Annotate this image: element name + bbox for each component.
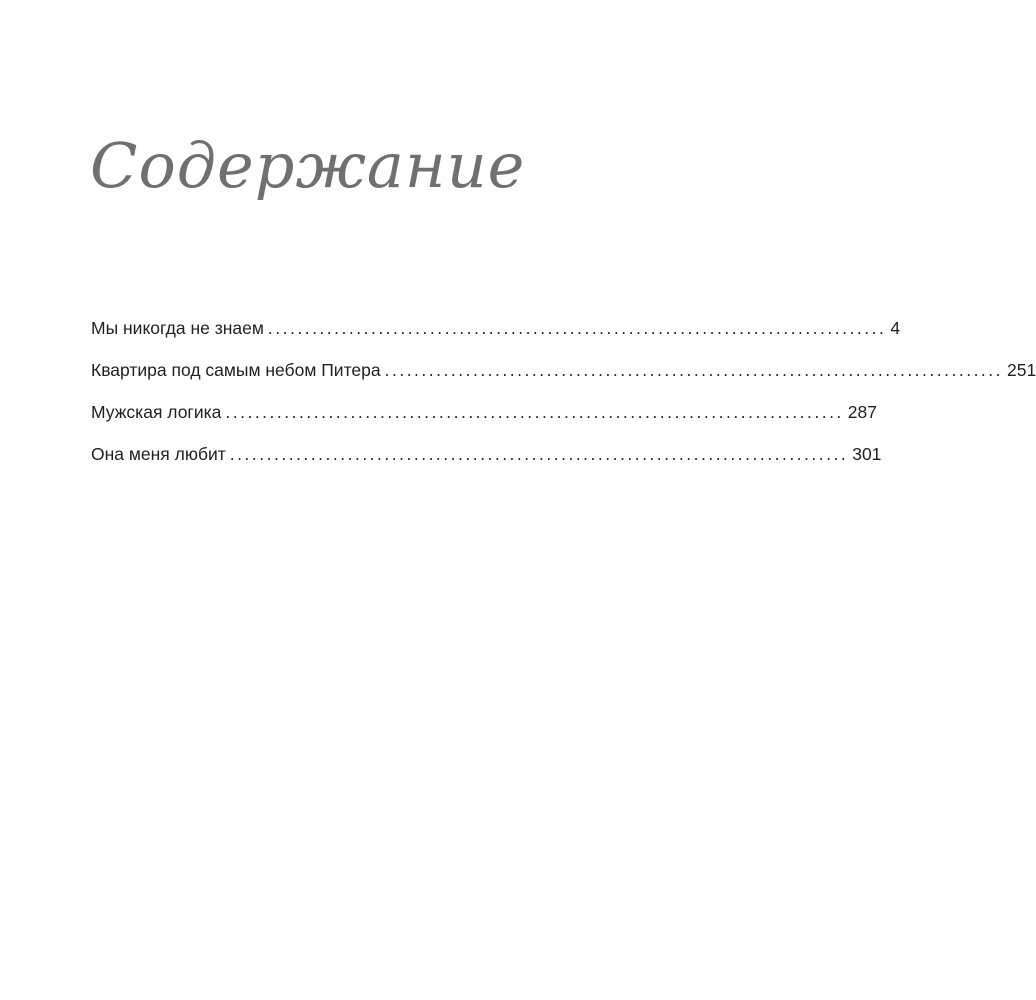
toc-entry-title: Она меня любит (91, 444, 226, 464)
toc-entry-title: Мужская логика (91, 402, 222, 422)
toc-leader-dots: .................................................................................... (267, 318, 887, 338)
page-title: Содержание (90, 129, 526, 202)
toc-entry (91, 318, 901, 360)
toc-entry-page: 287 (847, 402, 877, 422)
toc-entry (91, 402, 877, 444)
toc-entry-title: Мы никогда не знаем (91, 318, 264, 338)
toc-leader-dots: .................................................................................... (384, 360, 1004, 380)
toc-entry-page: 301 (852, 444, 882, 464)
toc-entry-page: 4 (890, 318, 901, 338)
toc-entry-page: 251 (1007, 360, 1036, 380)
toc-entry (91, 444, 882, 486)
table-of-contents (91, 318, 1036, 486)
toc-leader-dots: .................................................................................... (229, 444, 849, 464)
toc-entry-title: Квартира под самым небом Питера (91, 360, 381, 380)
toc-entry (91, 360, 1036, 402)
toc-leader-dots: .................................................................................... (225, 402, 844, 422)
